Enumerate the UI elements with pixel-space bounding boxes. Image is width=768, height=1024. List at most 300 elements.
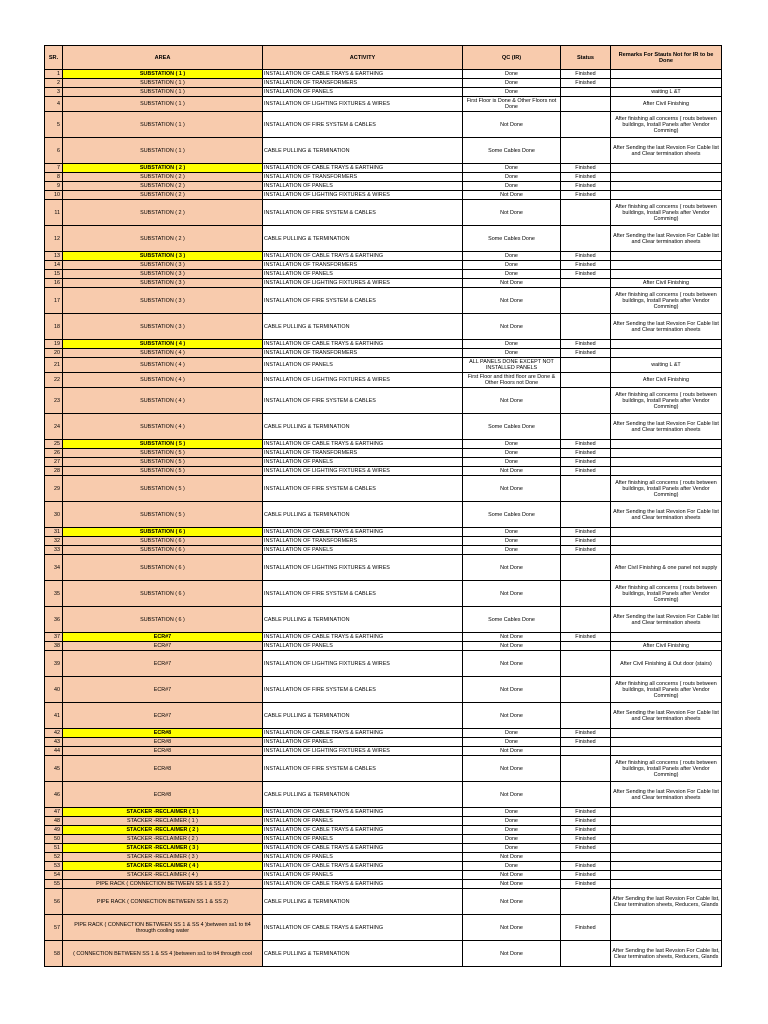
activity-cell: INSTALLATION OF LIGHTING FIXTURES & WIRES <box>263 191 463 200</box>
remarks-cell: After Civil Finishing & one panel not supply <box>611 555 722 581</box>
sr-cell: 3 <box>45 88 63 97</box>
status-cell: Finished <box>561 458 611 467</box>
status-cell: Finished <box>561 738 611 747</box>
sr-cell: 6 <box>45 138 63 164</box>
table-row <box>45 537 722 546</box>
table-row <box>45 941 722 967</box>
table-row <box>45 502 722 528</box>
activity-cell: INSTALLATION OF CABLE TRAYS & EARTHING <box>263 70 463 79</box>
header-sr: SR. <box>45 46 63 70</box>
activity-cell: INSTALLATION OF TRANSFORMERS <box>263 349 463 358</box>
sr-cell: 56 <box>45 889 63 915</box>
status-cell: Finished <box>561 349 611 358</box>
qc-cell: Not Done <box>463 467 561 476</box>
header-status: Status <box>561 46 611 70</box>
area-cell: SUBSTATION ( 3 ) <box>63 314 263 340</box>
remarks-cell <box>611 261 722 270</box>
qc-cell: Done <box>463 808 561 817</box>
status-cell: Finished <box>561 633 611 642</box>
table-row <box>45 642 722 651</box>
status-cell <box>561 782 611 808</box>
qc-cell: Some Cables Done <box>463 138 561 164</box>
table-row <box>45 915 722 941</box>
remarks-cell: After Sending the last Revsion For Cable list and Clear termination sheets <box>611 414 722 440</box>
sr-cell: 2 <box>45 79 63 88</box>
qc-cell: Not Done <box>463 880 561 889</box>
activity-cell: INSTALLATION OF TRANSFORMERS <box>263 173 463 182</box>
sr-cell: 17 <box>45 288 63 314</box>
status-cell: Finished <box>561 173 611 182</box>
activity-cell: INSTALLATION OF FIRE SYSTEM & CABLES <box>263 388 463 414</box>
activity-cell: INSTALLATION OF CABLE TRAYS & EARTHING <box>263 880 463 889</box>
table-row <box>45 340 722 349</box>
table-row <box>45 880 722 889</box>
area-cell: SUBSTATION ( 4 ) <box>63 340 263 349</box>
status-cell: Finished <box>561 826 611 835</box>
table-row <box>45 97 722 112</box>
table-row <box>45 703 722 729</box>
activity-cell: INSTALLATION OF PANELS <box>263 642 463 651</box>
remarks-cell <box>611 340 722 349</box>
sr-cell: 38 <box>45 642 63 651</box>
sr-cell: 35 <box>45 581 63 607</box>
qc-cell: Done <box>463 458 561 467</box>
status-cell <box>561 642 611 651</box>
remarks-cell: After Sending the last Revsion For Cable list and Clear termination sheets <box>611 782 722 808</box>
area-cell: STACKER -RECLAIMER ( 4 ) <box>63 871 263 880</box>
status-cell <box>561 138 611 164</box>
qc-cell: Done <box>463 826 561 835</box>
activity-cell: INSTALLATION OF CABLE TRAYS & EARTHING <box>263 808 463 817</box>
qc-cell: Not Done <box>463 782 561 808</box>
qc-cell: Not Done <box>463 941 561 967</box>
qc-cell: Not Done <box>463 314 561 340</box>
remarks-cell <box>611 808 722 817</box>
area-cell: SUBSTATION ( 5 ) <box>63 440 263 449</box>
area-cell: SUBSTATION ( 1 ) <box>63 138 263 164</box>
qc-cell: Done <box>463 738 561 747</box>
qc-cell: Done <box>463 70 561 79</box>
sr-cell: 12 <box>45 226 63 252</box>
area-cell: SUBSTATION ( 2 ) <box>63 164 263 173</box>
activity-cell: INSTALLATION OF PANELS <box>263 270 463 279</box>
qc-cell: Done <box>463 835 561 844</box>
status-cell: Finished <box>561 537 611 546</box>
status-cell: Finished <box>561 79 611 88</box>
remarks-cell <box>611 747 722 756</box>
status-cell <box>561 288 611 314</box>
sr-cell: 54 <box>45 871 63 880</box>
area-cell: SUBSTATION ( 5 ) <box>63 476 263 502</box>
qc-cell: Done <box>463 79 561 88</box>
qc-cell: First Floor is Done & Other Floors not Done <box>463 97 561 112</box>
sr-cell: 8 <box>45 173 63 182</box>
table-row <box>45 112 722 138</box>
activity-cell: CABLE PULLING & TERMINATION <box>263 703 463 729</box>
sr-cell: 15 <box>45 270 63 279</box>
status-cell <box>561 476 611 502</box>
sr-cell: 53 <box>45 862 63 871</box>
qc-cell: Not Done <box>463 703 561 729</box>
area-cell: SUBSTATION ( 3 ) <box>63 270 263 279</box>
table-row <box>45 449 722 458</box>
sr-cell: 19 <box>45 340 63 349</box>
sr-cell: 22 <box>45 373 63 388</box>
status-cell <box>561 889 611 915</box>
status-cell: Finished <box>561 440 611 449</box>
remarks-cell: After Sending the last Revsion For Cable list and Clear termination sheets <box>611 502 722 528</box>
qc-cell: Not Done <box>463 555 561 581</box>
status-cell <box>561 97 611 112</box>
status-cell <box>561 941 611 967</box>
remarks-cell <box>611 458 722 467</box>
area-cell: ECR#7 <box>63 642 263 651</box>
remarks-cell: waiting L &T <box>611 88 722 97</box>
remarks-cell: After Civil Finishing <box>611 373 722 388</box>
area-cell: SUBSTATION ( 6 ) <box>63 581 263 607</box>
table-row <box>45 651 722 677</box>
remarks-cell <box>611 880 722 889</box>
table-row <box>45 349 722 358</box>
area-cell: SUBSTATION ( 2 ) <box>63 226 263 252</box>
sr-cell: 55 <box>45 880 63 889</box>
status-cell <box>561 414 611 440</box>
sr-cell: 52 <box>45 853 63 862</box>
remarks-cell <box>611 537 722 546</box>
status-cell: Finished <box>561 546 611 555</box>
area-cell: ECR#7 <box>63 703 263 729</box>
remarks-cell <box>611 79 722 88</box>
activity-cell: CABLE PULLING & TERMINATION <box>263 226 463 252</box>
area-cell: SUBSTATION ( 4 ) <box>63 373 263 388</box>
status-cell: Finished <box>561 871 611 880</box>
sr-cell: 31 <box>45 528 63 537</box>
area-cell: STACKER -RECLAIMER ( 1 ) <box>63 808 263 817</box>
remarks-cell <box>611 70 722 79</box>
sr-cell: 33 <box>45 546 63 555</box>
qc-cell: Not Done <box>463 651 561 677</box>
qc-cell: Not Done <box>463 388 561 414</box>
sr-cell: 32 <box>45 537 63 546</box>
activity-cell: INSTALLATION OF CABLE TRAYS & EARTHING <box>263 729 463 738</box>
activity-cell: INSTALLATION OF TRANSFORMERS <box>263 261 463 270</box>
table-row <box>45 826 722 835</box>
table-row <box>45 173 722 182</box>
remarks-cell: After Sending the last Revsion For Cable list and Clear termination sheets <box>611 314 722 340</box>
activity-cell: INSTALLATION OF TRANSFORMERS <box>263 537 463 546</box>
activity-cell: INSTALLATION OF PANELS <box>263 817 463 826</box>
activity-cell: INSTALLATION OF PANELS <box>263 458 463 467</box>
activity-cell: INSTALLATION OF PANELS <box>263 88 463 97</box>
qc-cell: Not Done <box>463 633 561 642</box>
activity-cell: INSTALLATION OF LIGHTING FIXTURES & WIRES <box>263 373 463 388</box>
activity-cell: INSTALLATION OF PANELS <box>263 853 463 862</box>
activity-cell: INSTALLATION OF CABLE TRAYS & EARTHING <box>263 440 463 449</box>
activity-cell: INSTALLATION OF FIRE SYSTEM & CABLES <box>263 581 463 607</box>
qc-cell: Not Done <box>463 642 561 651</box>
qc-cell: Done <box>463 340 561 349</box>
activity-cell: INSTALLATION OF CABLE TRAYS & EARTHING <box>263 633 463 642</box>
status-cell: Finished <box>561 817 611 826</box>
sr-cell: 30 <box>45 502 63 528</box>
table-row <box>45 358 722 373</box>
sr-cell: 39 <box>45 651 63 677</box>
area-cell: PIPE RACK ( CONNECTION BETWEEN SS 1 & SS 2) <box>63 889 263 915</box>
qc-cell: Done <box>463 349 561 358</box>
qc-cell: Done <box>463 546 561 555</box>
qc-cell: Done <box>463 537 561 546</box>
table-row <box>45 871 722 880</box>
table-row <box>45 200 722 226</box>
qc-cell: Not Done <box>463 581 561 607</box>
status-cell: Finished <box>561 835 611 844</box>
status-cell <box>561 555 611 581</box>
remarks-cell <box>611 817 722 826</box>
qc-cell: Done <box>463 844 561 853</box>
activity-cell: CABLE PULLING & TERMINATION <box>263 502 463 528</box>
area-cell: SUBSTATION ( 4 ) <box>63 388 263 414</box>
remarks-cell <box>611 449 722 458</box>
activity-cell: INSTALLATION OF LIGHTING FIXTURES & WIRES <box>263 279 463 288</box>
table-row <box>45 546 722 555</box>
qc-cell: Done <box>463 528 561 537</box>
activity-cell: INSTALLATION OF CABLE TRAYS & EARTHING <box>263 164 463 173</box>
status-cell: Finished <box>561 70 611 79</box>
activity-cell: INSTALLATION OF FIRE SYSTEM & CABLES <box>263 476 463 502</box>
sr-cell: 10 <box>45 191 63 200</box>
area-cell: PIPE RACK ( CONNECTION BETWEEN SS 1 & SS 4 )between ss1 to tt4 througth cooling water <box>63 915 263 941</box>
table-row <box>45 738 722 747</box>
remarks-cell <box>611 173 722 182</box>
table-row <box>45 373 722 388</box>
activity-cell: INSTALLATION OF CABLE TRAYS & EARTHING <box>263 340 463 349</box>
sr-cell: 23 <box>45 388 63 414</box>
remarks-cell: After finishing all concerns ( routs between buildings, Install Panels after Vendor Comming) <box>611 112 722 138</box>
status-cell: Finished <box>561 340 611 349</box>
table-row <box>45 182 722 191</box>
qc-cell: Done <box>463 449 561 458</box>
remarks-cell: waiting L &T <box>611 358 722 373</box>
status-cell <box>561 279 611 288</box>
remarks-cell: After finishing all concerns ( routs between buildings, Install Panels after Vendor Comming) <box>611 677 722 703</box>
activity-cell: INSTALLATION OF PANELS <box>263 835 463 844</box>
area-cell: SUBSTATION ( 3 ) <box>63 279 263 288</box>
qc-cell: Not Done <box>463 756 561 782</box>
area-cell: STACKER -RECLAIMER ( 4 ) <box>63 862 263 871</box>
activity-cell: INSTALLATION OF LIGHTING FIXTURES & WIRES <box>263 97 463 112</box>
area-cell: STACKER -RECLAIMER ( 2 ) <box>63 835 263 844</box>
activity-cell: INSTALLATION OF PANELS <box>263 182 463 191</box>
activity-cell: INSTALLATION OF CABLE TRAYS & EARTHING <box>263 862 463 871</box>
qc-cell: Not Done <box>463 200 561 226</box>
remarks-cell <box>611 915 722 941</box>
sr-cell: 48 <box>45 817 63 826</box>
sr-cell: 28 <box>45 467 63 476</box>
qc-cell: Done <box>463 817 561 826</box>
status-cell: Finished <box>561 844 611 853</box>
header-activity: ACTIVITY <box>263 46 463 70</box>
sr-cell: 51 <box>45 844 63 853</box>
remarks-cell: After Sending the last Revsion For Cable list and Clear termination sheets <box>611 138 722 164</box>
activity-cell: INSTALLATION OF LIGHTING FIXTURES & WIRES <box>263 747 463 756</box>
qc-cell: Done <box>463 252 561 261</box>
table-row <box>45 314 722 340</box>
table-row <box>45 288 722 314</box>
table-row <box>45 782 722 808</box>
table-row <box>45 261 722 270</box>
status-cell <box>561 358 611 373</box>
area-cell: ECR#8 <box>63 747 263 756</box>
remarks-cell <box>611 826 722 835</box>
qc-cell: Not Done <box>463 288 561 314</box>
area-cell: ECR#8 <box>63 729 263 738</box>
area-cell: SUBSTATION ( 5 ) <box>63 502 263 528</box>
header-qc: QC (IR) <box>463 46 561 70</box>
remarks-cell <box>611 633 722 642</box>
remarks-cell: After Sending the last Revsion For Cable list, Clear termination sheets, Reducers, Glands <box>611 889 722 915</box>
remarks-cell: After Civil Finishing <box>611 642 722 651</box>
qc-cell: Done <box>463 164 561 173</box>
activity-cell: INSTALLATION OF LIGHTING FIXTURES & WIRES <box>263 651 463 677</box>
sr-cell: 9 <box>45 182 63 191</box>
qc-cell: Not Done <box>463 191 561 200</box>
remarks-cell <box>611 467 722 476</box>
area-cell: SUBSTATION ( 1 ) <box>63 79 263 88</box>
qc-cell: Done <box>463 862 561 871</box>
area-cell: ECR#7 <box>63 651 263 677</box>
area-cell: ECR#8 <box>63 756 263 782</box>
table-row <box>45 677 722 703</box>
table-row <box>45 252 722 261</box>
status-cell: Finished <box>561 880 611 889</box>
sr-cell: 20 <box>45 349 63 358</box>
remarks-cell <box>611 252 722 261</box>
sr-cell: 11 <box>45 200 63 226</box>
remarks-cell <box>611 546 722 555</box>
sr-cell: 47 <box>45 808 63 817</box>
activity-cell: INSTALLATION OF TRANSFORMERS <box>263 79 463 88</box>
status-cell: Finished <box>561 528 611 537</box>
area-cell: STACKER -RECLAIMER ( 3 ) <box>63 844 263 853</box>
activity-cell: INSTALLATION OF CABLE TRAYS & EARTHING <box>263 826 463 835</box>
qc-cell: Done <box>463 173 561 182</box>
status-cell <box>561 373 611 388</box>
table-row <box>45 607 722 633</box>
activity-cell: INSTALLATION OF FIRE SYSTEM & CABLES <box>263 112 463 138</box>
remarks-cell: After Sending the last Revsion For Cable list and Clear termination sheets <box>611 226 722 252</box>
area-cell: ECR#7 <box>63 677 263 703</box>
area-cell: SUBSTATION ( 4 ) <box>63 358 263 373</box>
qc-cell: Not Done <box>463 889 561 915</box>
qc-cell: Not Done <box>463 747 561 756</box>
qc-cell: Done <box>463 261 561 270</box>
sr-cell: 7 <box>45 164 63 173</box>
activity-cell: INSTALLATION OF FIRE SYSTEM & CABLES <box>263 288 463 314</box>
sr-cell: 50 <box>45 835 63 844</box>
sr-cell: 44 <box>45 747 63 756</box>
status-cell: Finished <box>561 915 611 941</box>
status-cell <box>561 677 611 703</box>
table-row <box>45 138 722 164</box>
status-cell: Finished <box>561 270 611 279</box>
remarks-cell <box>611 871 722 880</box>
table-row <box>45 226 722 252</box>
status-cell <box>561 853 611 862</box>
table-row <box>45 747 722 756</box>
qc-cell: ALL PANELS DONE EXCEPT NOT INSTALLED PANELS <box>463 358 561 373</box>
activity-cell: INSTALLATION OF CABLE TRAYS & EARTHING <box>263 528 463 537</box>
remarks-cell <box>611 270 722 279</box>
area-cell: STACKER -RECLAIMER ( 1 ) <box>63 817 263 826</box>
status-cell <box>561 502 611 528</box>
table-row <box>45 853 722 862</box>
area-cell: STACKER -RECLAIMER ( 2 ) <box>63 826 263 835</box>
remarks-cell: After Sending the last Revsion For Cable list, Clear termination sheets, Reducers, Glands <box>611 941 722 967</box>
status-cell <box>561 607 611 633</box>
status-cell: Finished <box>561 252 611 261</box>
status-cell <box>561 200 611 226</box>
table-row <box>45 555 722 581</box>
qc-cell: Not Done <box>463 279 561 288</box>
remarks-cell: After finishing all concerns ( routs between buildings, Install Panels after Vendor Comming) <box>611 581 722 607</box>
sr-cell: 14 <box>45 261 63 270</box>
sr-cell: 37 <box>45 633 63 642</box>
qc-cell: Done <box>463 270 561 279</box>
remarks-cell: After Civil Finishing & Out door (stairs) <box>611 651 722 677</box>
activity-cell: INSTALLATION OF CABLE TRAYS & EARTHING <box>263 844 463 853</box>
table-row <box>45 633 722 642</box>
activity-cell: INSTALLATION OF LIGHTING FIXTURES & WIRES <box>263 467 463 476</box>
sr-cell: 40 <box>45 677 63 703</box>
status-cell: Finished <box>561 191 611 200</box>
activity-cell: INSTALLATION OF PANELS <box>263 358 463 373</box>
qc-cell: Done <box>463 88 561 97</box>
table-row <box>45 88 722 97</box>
activity-cell: CABLE PULLING & TERMINATION <box>263 941 463 967</box>
sr-cell: 16 <box>45 279 63 288</box>
status-cell: Finished <box>561 164 611 173</box>
qc-cell: Done <box>463 440 561 449</box>
table-row <box>45 279 722 288</box>
sr-cell: 25 <box>45 440 63 449</box>
qc-cell: Some Cables Done <box>463 607 561 633</box>
area-cell: SUBSTATION ( 2 ) <box>63 191 263 200</box>
table-row <box>45 844 722 853</box>
table-row <box>45 528 722 537</box>
remarks-cell <box>611 862 722 871</box>
status-cell <box>561 703 611 729</box>
status-cell <box>561 112 611 138</box>
activity-cell: INSTALLATION OF FIRE SYSTEM & CABLES <box>263 756 463 782</box>
status-cell: Finished <box>561 729 611 738</box>
qc-cell: Not Done <box>463 853 561 862</box>
qc-cell: Not Done <box>463 915 561 941</box>
table-row <box>45 756 722 782</box>
remarks-cell <box>611 844 722 853</box>
remarks-cell <box>611 835 722 844</box>
table-row <box>45 889 722 915</box>
table-row <box>45 835 722 844</box>
sr-cell: 36 <box>45 607 63 633</box>
area-cell: SUBSTATION ( 1 ) <box>63 112 263 138</box>
activity-cell: CABLE PULLING & TERMINATION <box>263 889 463 915</box>
activity-cell: INSTALLATION OF CABLE TRAYS & EARTHING <box>263 252 463 261</box>
table-row <box>45 388 722 414</box>
activity-cell: INSTALLATION OF PANELS <box>263 546 463 555</box>
remarks-cell: After Civil Finishing <box>611 279 722 288</box>
table-row <box>45 817 722 826</box>
status-cell <box>561 581 611 607</box>
